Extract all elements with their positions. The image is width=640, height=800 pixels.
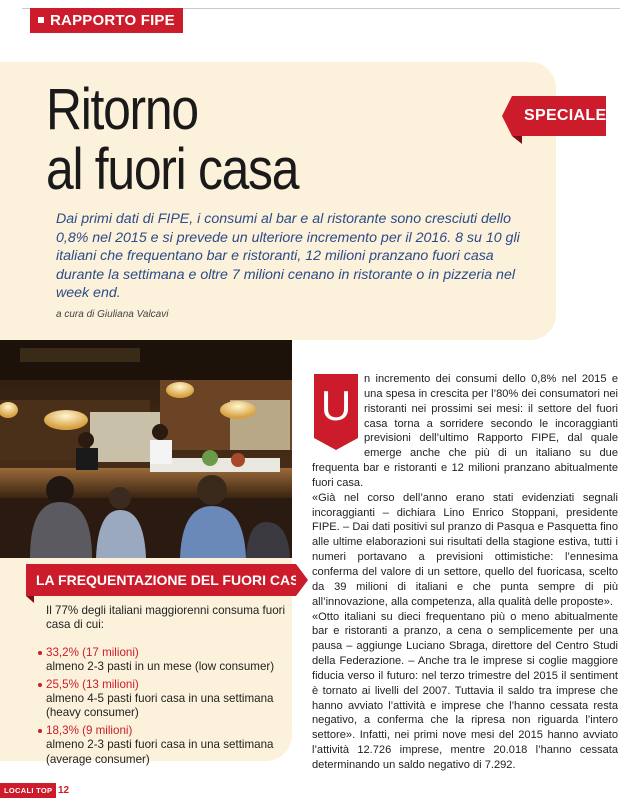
- stat-desc: almeno 2-3 pasti in un mese (low consumer): [46, 660, 275, 674]
- drop-cap: U: [314, 374, 358, 438]
- square-icon: [38, 17, 44, 23]
- stat-item-2: [46, 678, 286, 721]
- byline: a cura di Giuliana Valcavi: [56, 309, 169, 320]
- section-label: RAPPORTO FIPE: [50, 12, 175, 29]
- stat-item-1: [46, 646, 286, 675]
- magazine-brand: LOCALI TOP: [0, 783, 56, 798]
- stat-value: 25,5% (13 milioni): [46, 677, 139, 691]
- title-line-2: al fuori casa: [46, 137, 299, 202]
- bullet-icon: [38, 729, 42, 733]
- speciale-badge: SPECIALE: [512, 96, 606, 136]
- lead-paragraph: Dai primi dati di FIPE, i consumi al bar e al ristorante sono cresciuti dello 0,8% nel 2015 e si prevede un ulteriore incremento per il 2016. 8 su 10 gli italiani che frequentano bar e ristoranti, 12 milioni pranzano fuori casa durante la settimana e oltre 7 milioni cenano in ristorante o in pizzeria nel week end.: [56, 211, 520, 301]
- drop-cap-spacer: [312, 372, 364, 448]
- bullet-icon: [38, 683, 42, 687]
- title-line-1: Ritorno: [46, 77, 198, 142]
- stat-item-3: [46, 724, 286, 767]
- stat-value: 33,2% (17 milioni): [46, 645, 139, 659]
- page-title: [46, 77, 299, 202]
- stats-box-body: [46, 604, 286, 770]
- section-tag: [30, 8, 183, 33]
- page-number: 12: [58, 785, 70, 796]
- stats-box-title: LA FREQUENTAZIONE DEL FUORI CASA: [26, 564, 296, 596]
- article-paragraph-2: «Già nel corso dell’anno erano stati evidenziati segnali incoraggianti – dichiara Lino Enrico Stoppani, presidente FIPE. – Dai dati positivi sul pranzo di Pasqua e Pasquetta fino alle ultime elaborazioni sui risultati della stagione estiva, tutti i numeri portavano a previsioni ottimistiche: l’ennesima conferma del valore di un settore, quello del fuoricasa, scelto da 39 milioni di italiani e che punta sempre di più all’innovazione, alla competenza, alla qualità delle proposte».: [312, 491, 618, 608]
- article-paragraph-3: «Otto italiani su dieci frequentano più o meno abitualmente bar e ristoranti a pranzo, a cena o semplicemente per una pausa – aggiunge Luciano Sbraga, direttore del Centro Studi della Federazione. – Anche tra le imprese si coglie maggiore fiducia verso il futuro: nel terzo trimestre del 2015 il sentiment è tornato ai livelli del 2007. Tuttavia il saldo tra imprese che hanno avviato l’attività e imprese che l’hanno cessata resta negativo, a conferma che la ripresa non riguarda l’intero settore». Infatti, nei primi nove mesi del 2015 hanno avviato l’attività 12.726 imprese, mentre 20.018 l’hanno cessata determinando un saldo negativo di 7.292.: [312, 610, 618, 771]
- stats-intro: Il 77% degli italiani maggiorenni consuma fuori casa di cui:: [46, 604, 286, 632]
- article-body: [312, 372, 618, 773]
- restaurant-photo: [0, 340, 292, 558]
- stat-desc: almeno 4-5 pasti fuori casa in una settimana (heavy consumer): [46, 692, 274, 720]
- stat-desc: almeno 2-3 pasti fuori casa in una settimana (average consumer): [46, 738, 274, 766]
- bullet-icon: [38, 651, 42, 655]
- stat-value: 18,3% (9 milioni): [46, 723, 133, 737]
- article-paragraph-1: n incremento dei consumi dello 0,8% nel 2015 e una spesa in crescita per l’80% dei consumatori nei ristoranti nei prossimi sei mesi: il settore del fuori casa torna a sorridere secondo le incoraggianti previsioni dell’ultimo Rapporto FIPE, dal quale emerge anche che più di un italiano su due frequenta bar e ristoranti e 12 milioni pranzano abitualmente fuori casa.: [312, 373, 618, 489]
